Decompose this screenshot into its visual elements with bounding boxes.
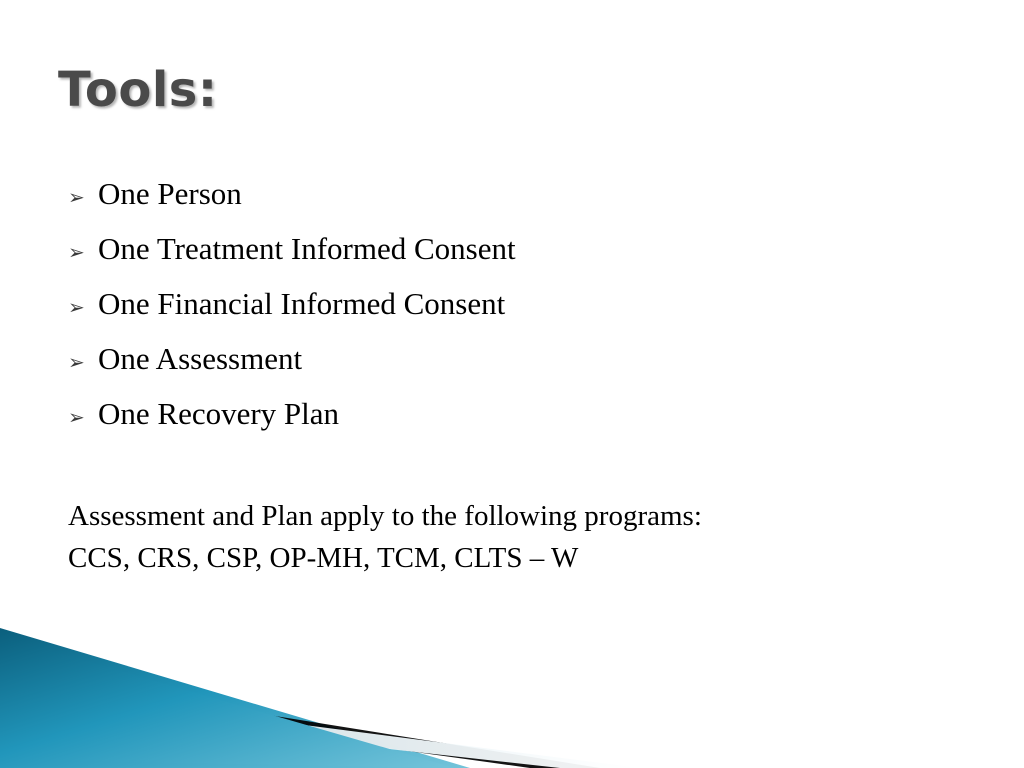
list-item-label: One Recovery Plan bbox=[98, 396, 340, 431]
slide-body bbox=[68, 168, 968, 579]
arrow-bullet-icon: ➢ bbox=[68, 240, 85, 264]
arrow-bullet-icon: ➢ bbox=[68, 185, 85, 209]
list-item bbox=[68, 278, 968, 333]
list-item-label: One Person bbox=[98, 176, 242, 211]
list-item bbox=[68, 223, 968, 278]
list-item bbox=[68, 388, 968, 443]
arrow-bullet-icon: ➢ bbox=[68, 295, 85, 319]
list-item-label: One Assessment bbox=[98, 341, 303, 376]
arrow-bullet-icon: ➢ bbox=[68, 350, 85, 374]
bullet-list bbox=[68, 168, 968, 443]
list-item bbox=[68, 168, 968, 223]
page-title: Tools: bbox=[58, 62, 218, 118]
program-note-line-1: Assessment and Plan apply to the following programs: bbox=[68, 500, 702, 532]
program-note-line-2: CCS, CRS, CSP, OP-MH, TCM, CLTS – W bbox=[68, 542, 579, 574]
list-item-label: One Financial Informed Consent bbox=[98, 286, 506, 321]
arrow-bullet-icon: ➢ bbox=[68, 405, 85, 429]
list-item-label: One Treatment Informed Consent bbox=[98, 231, 516, 266]
list-item bbox=[68, 333, 968, 388]
corner-ribbon-graphic bbox=[0, 628, 640, 768]
program-note bbox=[68, 495, 968, 579]
